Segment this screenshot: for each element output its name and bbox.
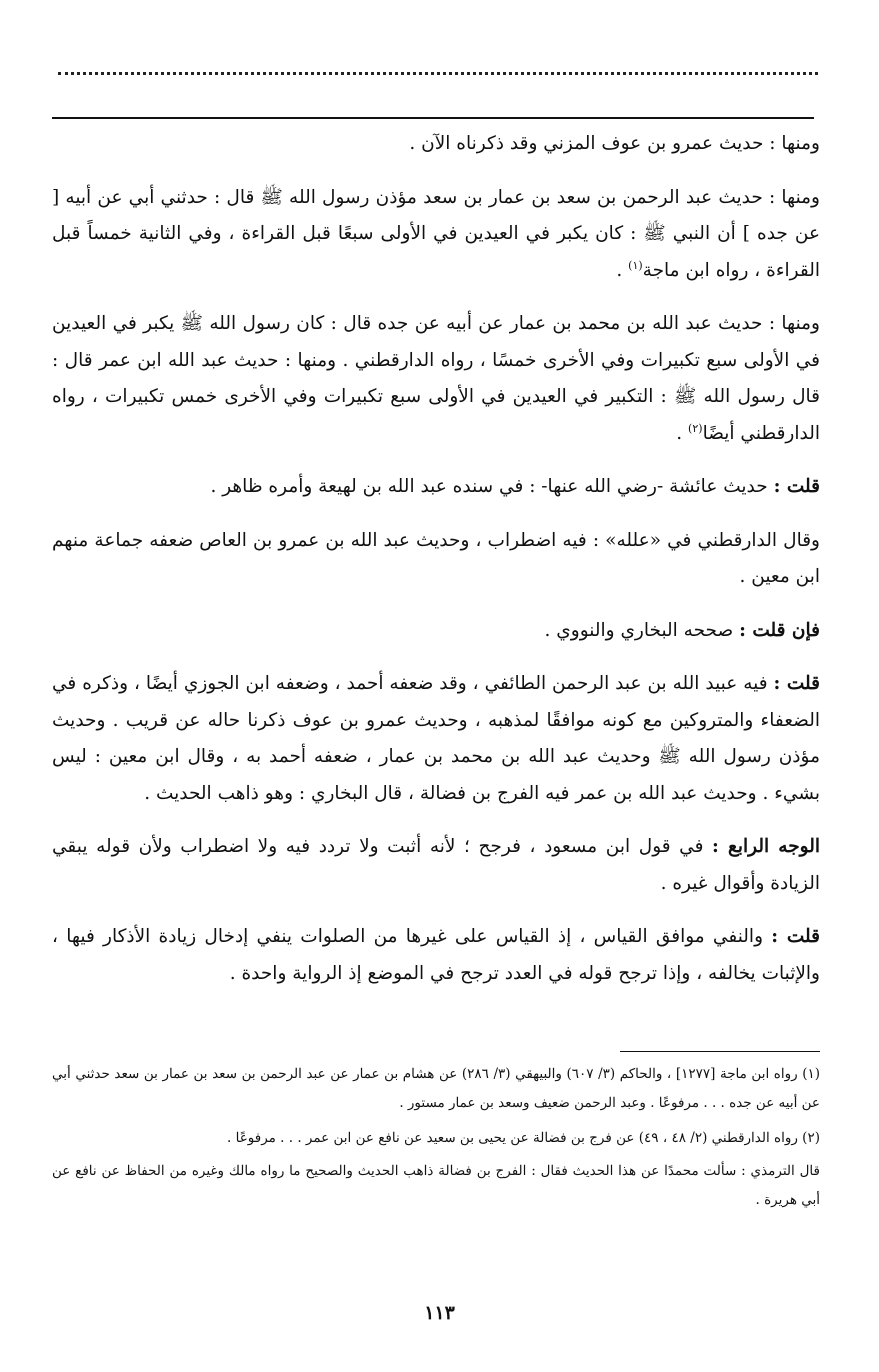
paragraph-3 <box>52 306 820 452</box>
page-number: ١١٣ <box>424 1302 455 1324</box>
paragraph-7-lead: قلت : <box>773 673 820 694</box>
paragraph-7 <box>52 666 820 812</box>
header-rule <box>52 117 814 119</box>
paragraph-6-text: صححه البخاري والنووي . <box>544 619 740 641</box>
footnote-1: (١) رواه ابن ماجة [١٢٧٧] ، والحاكم (٣/ ٦٠٧) والبيهقي (٣/ ٢٨٦) عن هشام بن عمار عن عبد الرحمن بن سعد بن عمار بن سعد حدثني أبي عن أبيه عن جده . . . مرفوعًا . وعبد الرحمن ضعيف وسعد بن عمار مستور . <box>52 1066 821 1111</box>
paragraph-3-text: ومنها : حديث عبد الله بن محمد بن عمار عن أبيه عن جده قال : كان رسول الله ﷺ يكبر في العيدين في الأولى سبع تكبيرات وفي الأخرى خمسًا ، رواه الدارقطني . ومنها : حديث عبد الله ابن عمر قال : قال رسول الله ﷺ : التكبير في العيدين في الأولى سبع تكبيرات وفي الأخرى خمس تكبيرات ، رواه الدارقطني أيضًا <box>52 313 820 444</box>
paragraph-6-lead: فإن قلت : <box>739 619 820 641</box>
paragraph-4-text: حديث عائشة -رضي الله عنها- : في سنده عبد الله بن لهيعة وأمره ظاهر . <box>210 476 774 497</box>
paragraph-8-text: في قول ابن مسعود ، فرجح ؛ لأنه أثبت ولا تردد فيه ولا اضطراب ولأن قوله يبقي الزيادة وأقوال غيره . <box>52 836 820 894</box>
footnotes <box>52 1060 820 1221</box>
footnote-rule <box>620 1051 820 1052</box>
paragraph-2-text: ومنها : حديث عبد الرحمن بن سعد بن عمار بن سعد مؤذن رسول الله ﷺ قال : حدثني أبي عن أبيه [ عن جده ] أن النبي ﷺ : كان يكبر في العيدين في الأولى سبعًا قبل القراءة ، وفي الثانية خمساً قبل القراءة ، رواه ابن ماجة <box>52 186 820 281</box>
dotted-separator <box>58 72 818 75</box>
paragraph-9-text: والنفي موافق القياس ، إذ القياس على غيرها من الصلوات ينفي إدخال زيادة الأذكار فيها ، والإثبات يخالفه ، وإذا ترجح قوله في العدد ترجح في الموضع إذ الرواية واحدة . <box>52 926 820 984</box>
paragraph-5: وقال الدارقطني في «علله» : فيه اضطراب ، وحديث عبد الله بن عمرو بن العاص ضعفه جماعة منهم ابن معين . <box>52 529 820 587</box>
footnote-ref-2[interactable]: (٢) <box>688 421 703 435</box>
paragraph-4-lead: قلت : <box>773 476 820 497</box>
footnote-2: (٢) رواه الدارقطني (٢/ ٤٨ ، ٤٩) عن فرج بن فضالة عن يحيى بن سعيد عن نافع عن ابن عمر . . . مرفوعًا . <box>227 1130 820 1146</box>
paragraph-3-end: . <box>676 422 689 444</box>
paragraph-1: ومنها : حديث عمرو بن عوف المزني وقد ذكرناه الآن . <box>409 133 820 154</box>
footnote-ref-1[interactable]: (١) <box>628 258 643 272</box>
paragraph-4 <box>52 469 820 506</box>
paragraph-8-lead: الوجه الرابع : <box>712 836 820 857</box>
paragraph-8 <box>52 829 820 902</box>
paragraph-2-end: . <box>616 259 629 281</box>
paragraph-9 <box>52 919 820 992</box>
main-text <box>52 120 820 1009</box>
paragraph-9-lead: قلت : <box>771 926 820 947</box>
paragraph-2 <box>52 180 820 290</box>
footnote-2-continued: قال الترمذي : سألت محمدًا عن هذا الحديث فقال : الفرج بن فضالة ذاهب الحديث والصحيح ما رواه مالك وغيره من الحفاظ عن نافع عن أبي هريرة . <box>52 1163 820 1208</box>
paragraph-6 <box>52 613 820 650</box>
paragraph-7-text: فيه عبيد الله بن عبد الرحمن الطائفي ، وقد ضعفه أحمد ، وضعفه ابن الجوزي أيضًا ، وذكره في الضعفاء والمتروكين مع كونه موافقًا لمذهبه ، وحديث عمرو بن عوف ذكرنا حاله عن قريب . وحديث مؤذن رسول الله ﷺ وحديث عبد الله بن محمد بن عمار ، ضعفه أحمد به ، وقال ابن معين : ليس بشيء . وحديث عبد الله بن عمر فيه الفرج بن فضالة ، قال البخاري : وهو ذاهب الحديث . <box>52 673 820 804</box>
